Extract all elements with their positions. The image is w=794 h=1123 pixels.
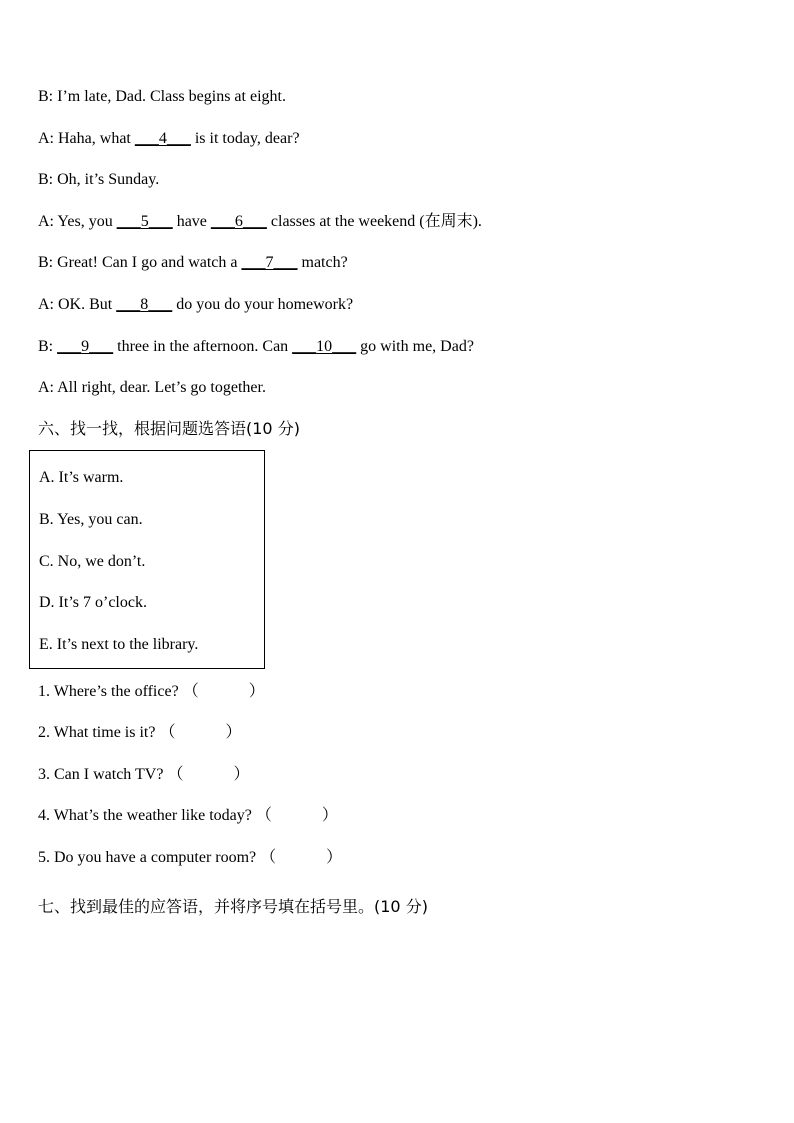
answer-paren-1[interactable]: （	[182, 683, 199, 700]
question-1: 1. Where’s the office? （ ）	[38, 683, 265, 700]
question-5: 5. Do you have a computer room? （ ）	[38, 849, 343, 866]
question-3: 3. Can I watch TV? （ ）	[38, 766, 250, 783]
dialogue-line-1	[38, 87, 286, 107]
speaker: A:	[38, 213, 54, 230]
dialogue-text: I’m late, Dad. Class begins at eight.	[53, 88, 286, 105]
dialogue-text: three in the afternoon. Can	[113, 338, 293, 355]
dialogue-line-2	[38, 129, 300, 149]
dialogue-text: All right, dear. Let’s go together.	[54, 379, 266, 396]
dialogue-text: Great! Can I go and watch a	[53, 254, 242, 271]
dialogue-text: Yes, you	[54, 213, 117, 230]
dialogue-text: match?	[297, 254, 348, 271]
speaker: B:	[38, 254, 54, 271]
question-text: 5. Do you have a computer room?	[38, 849, 257, 866]
question-text: 1. Where’s the office?	[38, 683, 179, 700]
dialogue-text: is it today, dear?	[190, 130, 300, 147]
answer-paren-2[interactable]: （	[159, 724, 176, 741]
question-text: 2. What time is it?	[38, 724, 156, 741]
question-text: 4. What’s the weather like today?	[38, 807, 252, 824]
dialogue-text: Oh, it’s Sunday.	[53, 171, 160, 188]
option-e: E. It’s next to the library.	[39, 636, 199, 653]
speaker: A:	[38, 130, 54, 147]
dialogue-text: go with me, Dad?	[356, 338, 474, 355]
option-b: B. Yes, you can.	[39, 511, 143, 528]
dialogue-line-6	[38, 295, 353, 315]
speaker: B:	[38, 88, 54, 105]
speaker: A:	[38, 296, 54, 313]
answer-paren-4[interactable]: （	[255, 807, 272, 824]
section-7-title: 七、找到最佳的应答语，并将序号填在括号里。(10 分)	[38, 897, 428, 916]
dialogue-text: classes at the weekend (在周末).	[266, 213, 482, 230]
question-2: 2. What time is it? （ ）	[38, 724, 242, 741]
dialogue-text: OK. But	[54, 296, 117, 313]
answer-paren-3[interactable]: （	[167, 766, 184, 783]
blank-6[interactable]: ___6___	[210, 213, 267, 230]
section-6-title: 六、找一找，根据问题选答语(10 分)	[38, 419, 300, 438]
dialogue-line-8	[38, 378, 266, 398]
dialogue-text: Haha, what	[54, 130, 135, 147]
option-a: A. It’s warm.	[39, 469, 124, 486]
dialogue-line-3	[38, 170, 159, 190]
dialogue-line-5	[38, 253, 348, 273]
speaker: B:	[38, 338, 54, 355]
dialogue-line-4	[38, 212, 482, 232]
blank-9[interactable]: ___9___	[57, 338, 114, 355]
question-4: 4. What’s the weather like today? （ ）	[38, 807, 338, 824]
option-c: C. No, we don’t.	[39, 553, 146, 570]
blank-7[interactable]: ___7___	[241, 254, 298, 271]
answer-paren-5[interactable]: （	[260, 849, 277, 866]
dialogue-text: have	[172, 213, 211, 230]
dialogue-line-7	[38, 337, 474, 357]
speaker: A:	[38, 379, 54, 396]
speaker: B:	[38, 171, 54, 188]
dialogue-text: do you do your homework?	[172, 296, 354, 313]
blank-8[interactable]: ___8___	[116, 296, 173, 313]
question-text: 3. Can I watch TV?	[38, 766, 164, 783]
answer-options-box	[29, 450, 265, 669]
option-d: D. It’s 7 o’clock.	[39, 594, 147, 611]
blank-4[interactable]: ___4___	[134, 130, 191, 147]
blank-10[interactable]: ___10___	[292, 338, 357, 355]
blank-5[interactable]: ___5___	[116, 213, 173, 230]
